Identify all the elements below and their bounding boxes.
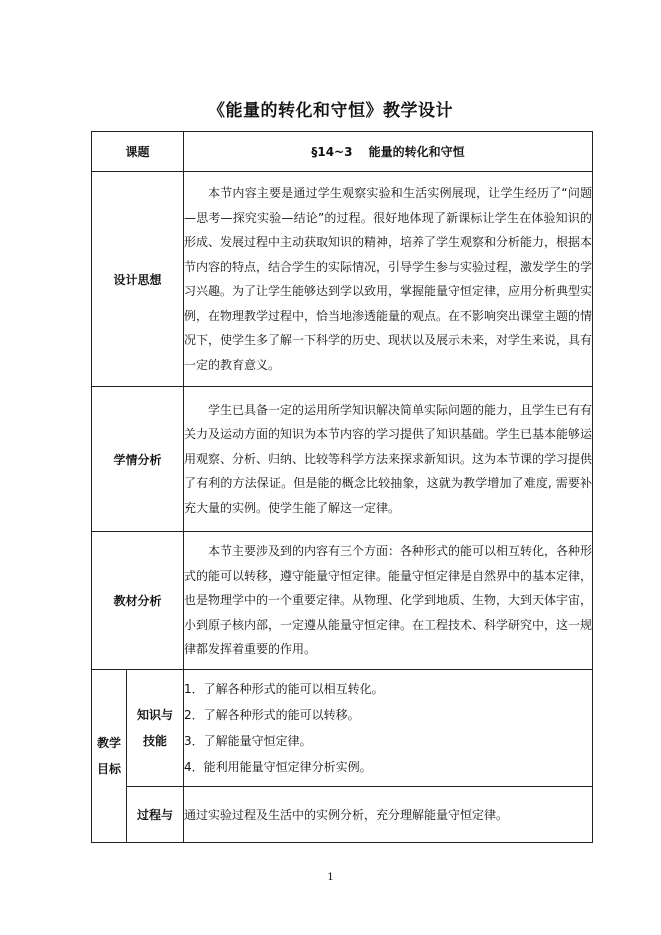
list-item: 4．能利用能量守恒定律分析实例。 <box>184 760 372 774</box>
process-methods-row <box>92 787 593 843</box>
process-text: 通过实验过程及生活中的实例分析，充分理解能量守恒定律。 <box>184 787 593 843</box>
page-number: 1 <box>327 872 334 883</box>
design-idea-text: 本节内容主要是通过学生观察实验和生活实例展现，让学生经历了“问题—思考—探究实验—结论”的过程。很好地体现了新课标让学生在体验知识的形成、发展过程中主动获取知识的精神，培养了学生观察和分析能力，根据本节内容的特点，结合学生的实际情况，引导学生参与实验过程，激发学生的学习兴趣。为了让学生能够达到学以致用，掌握能量守恒定律，应用分析典型实例，在物理教学过程中，恰当地渗透能量的观点。在不影响突出课堂主题的情况下，使学生多了解一下科学的历史、现状以及展示未来，对学生来说，具有一定的教育意义。 <box>184 172 593 387</box>
design-idea-label: 设计思想 <box>92 172 184 387</box>
material-analysis-row <box>92 532 593 670</box>
knowledge-label-line1: 知识与 <box>137 708 174 722</box>
knowledge-skills-row <box>92 670 593 787</box>
learning-analysis-row <box>92 387 593 532</box>
topic-row <box>92 132 593 172</box>
learning-analysis-text: 学生已具备一定的运用所学知识解决简单实际问题的能力，且学生已有有关力及运动方面的知识为本节内容的学习提供了知识基础。学生已基本能够运用观察、分析、归纳、比较等科学方法来探求新知识。这为本节课的学习提供了有利的方法保证。但是能的概念比较抽象，这就为教学增加了难度, 需要补充大量的实例。使学生能了解这一定律。 <box>184 387 593 532</box>
knowledge-label-line2: 技能 <box>143 734 168 748</box>
process-label: 过程与 <box>127 787 184 843</box>
list-item: 1．了解各种形式的能可以相互转化。 <box>184 682 384 696</box>
objectives-label-line2: 目标 <box>96 762 121 776</box>
objectives-label <box>92 670 127 843</box>
material-analysis-text: 本节主要涉及到的内容有三个方面：各种形式的能可以相互转化，各种形式的能可以转移，遵守能量守恒定律。能量守恒定律是自然界中的基本定律，也是物理学中的一个重要定律。从物理、化学到地质、生物，大到天体宇宙，小到原子核内部，一定遵从能量守恒定律。在工程技术、科学研究中，这一规律都发挥着重要的作用。 <box>184 532 593 670</box>
knowledge-skills-label <box>127 670 184 787</box>
design-idea-row <box>92 172 593 387</box>
objectives-label-line1: 教学 <box>96 736 121 750</box>
document-title: 《能量的转化和守恒》教学设计 <box>208 101 453 121</box>
knowledge-skills-list <box>184 670 593 787</box>
learning-analysis-label: 学情分析 <box>92 387 184 532</box>
material-analysis-label: 教材分析 <box>92 532 184 670</box>
list-item: 3．了解能量守恒定律。 <box>184 734 312 748</box>
topic-value: §14~3 能量的转化和守恒 <box>184 132 593 172</box>
lesson-design-table <box>91 131 593 843</box>
list-item: 2．了解各种形式的能可以转移。 <box>184 708 360 722</box>
topic-label: 课题 <box>92 132 184 172</box>
